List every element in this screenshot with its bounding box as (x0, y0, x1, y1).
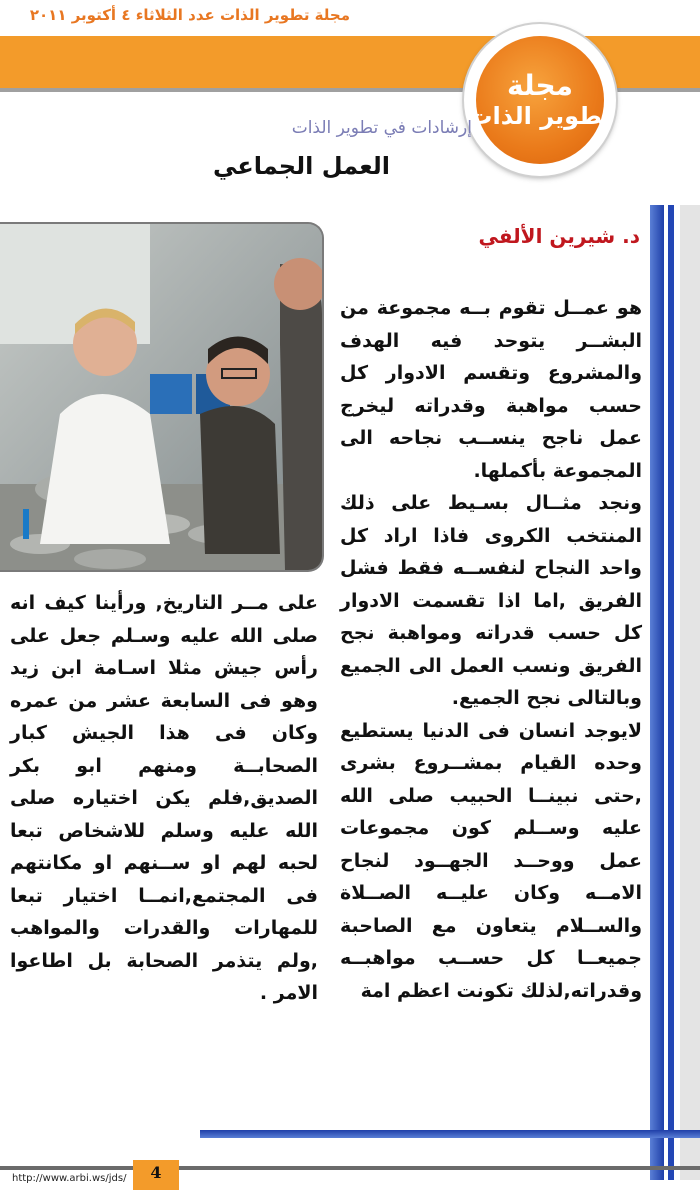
logo-line-1: مجلة (507, 69, 573, 102)
magazine-logo (464, 24, 616, 176)
page-number: 4 (133, 1160, 179, 1190)
author-name: د. شيرين الألفي (478, 224, 640, 248)
paragraph: ونجد مثــال بسـيط على ذلك المنتخب الكروى فاذا اراد كل واحد النجاح لنفســه فقط فشل الفريق ,اما اذا تقسمت الادوار كل حسب قدراته ومواهبة نجح الفريق ونسب العمل الى الجميع وبالتالى نجح الجميع. (340, 492, 642, 709)
blue-bottom-rule (200, 1130, 700, 1138)
paragraph: على مــر التاريخ, ورأينا كيف انه صلى الله عليه وسـلم جعل على رأس جيش مثلا اسـامة ابن زيد وهو فى السابعة عشر من عمره وكان فى هذا الجيش كبار الصحابــة ومنهم ابو بكر الصديق,فلم يكن اختياره صلى الله عليه وسلم للاشخاص تبعا لحبه لهم او ســنهم او مكانتهم فى المجتمع,انمــا اختيار تبعا للمهارات والقدرات والمواهب ,ولم يتذمر الصحابة بل اطاعوا الامر . (10, 592, 318, 1004)
article-body-left-column (10, 587, 318, 1004)
gray-side-margin (680, 205, 700, 1180)
paragraph: لايوجد انسان فى الدنيا يستطيع وحده القيام بمشــروع بشرى ,حتى نبينــا الحبيب صلى الله عليه وســلم كون مجموعات عمل ووحــد الجهــود لنجاح الامــه وكان عليــه الصــلاة والســلام يتعاون مع الصاحبة جميعــا كل حســب مواهبــه وقدراته,لذلك تكونت اعظم امة (340, 719, 642, 1002)
article-body-right-column (340, 292, 642, 1002)
article-photo (0, 222, 324, 572)
section-label: إرشادات في تطوير الذات (291, 118, 472, 138)
footer-url-link[interactable]: http://www.arbi.ws/jds/ (12, 1173, 127, 1184)
blue-side-stripe (668, 205, 674, 1180)
magazine-issue-line: مجلة تطوير الذات عدد الثلاثاء ٤ أكتوبر ٢٠١١ (29, 6, 350, 24)
paragraph: هو عمــل تقوم بــه مجموعة من البشــر يتوحد فيه الهدف والمشروع وتقسم الادوار كل حسب مواهبة وقدراته ليخرج عمل ناجح ينســب نجاحه الى المجموعة بأكملها. (340, 297, 642, 482)
logo-line-2: تطوير الذات (468, 102, 612, 130)
article-title: العمل الجماعي (213, 152, 390, 180)
footer-rule (0, 1166, 700, 1170)
blue-side-bar (650, 205, 664, 1180)
